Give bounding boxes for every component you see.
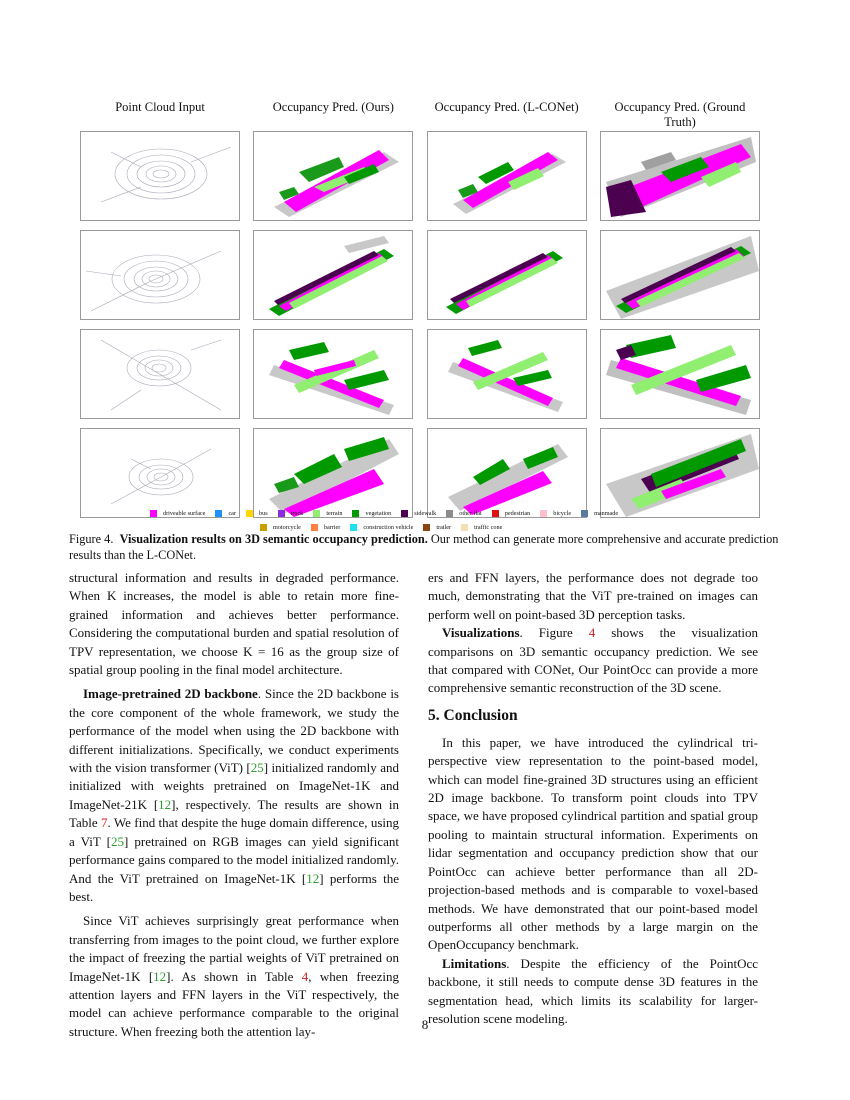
legend-item xyxy=(540,510,571,517)
paragraph: Limitations. Despite the efficiency of the PointOcc backbone, it still needs to compute dense 3D features in the segmentation head, which limits its scalability for larger-resolution scene modeling. xyxy=(428,955,758,1026)
legend-swatch xyxy=(540,510,547,517)
point-cloud-panel xyxy=(80,428,240,518)
legend-label: truck xyxy=(290,509,304,517)
ours-prediction-panel xyxy=(253,329,413,419)
legend-item xyxy=(446,510,482,517)
paragraph: Since ViT achieves surprisingly great performance when transferring from images to the point cloud, we further explore the impact of freezing the partial weights of ViT pretrained on ImageNet-1K [12]. As shown in Table 4, when freezing attention layers and FFN layers in the ViT respectively, the model can achieve performance comparable to the original structure. When freezing both the attention lay- xyxy=(69,913,399,1039)
lconet-prediction-panel xyxy=(427,230,587,320)
legend-item xyxy=(311,524,341,531)
legend-item xyxy=(581,510,618,517)
figure-caption xyxy=(69,531,781,563)
legend-label: bicycle xyxy=(553,509,572,517)
legend-label: terrain xyxy=(326,509,343,517)
caption-title: Visualization results on 3D semantic occupancy prediction. xyxy=(119,532,428,546)
page-number: 8 xyxy=(421,1017,429,1032)
column-header-ground-truth: Occupancy Pred. (Ground Truth) xyxy=(614,100,746,129)
legend-label: manmade xyxy=(594,509,619,517)
legend-item xyxy=(423,524,451,531)
paragraph-heading: Visualizations xyxy=(442,625,520,641)
citation-link[interactable]: 12 xyxy=(158,796,172,812)
legend-label: trailer xyxy=(436,523,452,531)
legend-item xyxy=(352,510,391,517)
paragraph: structural information and results in degraded performance. When K increases, the model is able to retain more fine-grained information and achieves better performance. Considering the computational burden and spatial resolution of TPV representation, we choose K = 16 as the group size of spatial group pooling in the final model architecture. xyxy=(69,570,399,678)
figure-row-1 xyxy=(80,131,760,221)
ours-prediction-panel xyxy=(253,428,413,518)
citation-link[interactable]: 12 xyxy=(153,968,167,984)
legend-item xyxy=(260,524,301,531)
ours-prediction-panel xyxy=(253,230,413,320)
point-cloud-panel xyxy=(80,131,240,221)
figure-column-headers xyxy=(80,100,760,130)
legend-label: traffic cone xyxy=(474,523,503,531)
legend-label: driveable surface xyxy=(163,509,206,517)
ground-truth-panel xyxy=(600,230,760,320)
legend-label: pedestrian xyxy=(504,509,531,517)
legend-item xyxy=(246,510,268,517)
legend-label: other flat xyxy=(459,509,482,517)
legend-item xyxy=(492,510,530,517)
legend-swatch xyxy=(446,510,453,517)
column-header-ours: Occupancy Pred. (Ours) xyxy=(272,100,394,114)
legend-label: barrier xyxy=(323,523,341,531)
legend-swatch xyxy=(352,510,359,517)
figure-image-grid xyxy=(80,131,760,527)
legend-swatch xyxy=(150,510,157,517)
legend-swatch xyxy=(313,510,320,517)
ground-truth-panel xyxy=(600,329,760,419)
legend-item xyxy=(313,510,342,517)
legend-label: motorcycle xyxy=(273,523,301,531)
point-cloud-panel xyxy=(80,230,240,320)
legend-item xyxy=(350,524,413,531)
paragraph-heading: Image-pretrained 2D backbone xyxy=(83,686,258,702)
point-cloud-panel xyxy=(80,329,240,419)
legend-label: construction vehicle xyxy=(363,523,414,531)
caption-label: Figure 4. xyxy=(69,532,114,546)
legend-row xyxy=(150,506,710,520)
paragraph: Visualizations. Figure 4 shows the visualization comparisons on 3D semantic occupancy prediction. We see that compared with CONet, Our PointOcc can provide a more comprehensive semantic reconstruction of the 3D scene. xyxy=(428,625,758,696)
citation-link[interactable]: 25 xyxy=(110,833,124,849)
table-reference-link[interactable]: 4 xyxy=(301,968,309,984)
lconet-prediction-panel xyxy=(427,428,587,518)
legend-item xyxy=(150,510,205,517)
legend-item xyxy=(461,524,502,531)
lconet-prediction-panel xyxy=(427,131,587,221)
lconet-prediction-panel xyxy=(427,329,587,419)
legend-label: car xyxy=(228,509,236,517)
legend-swatch xyxy=(215,510,222,517)
legend-swatch xyxy=(423,524,430,531)
ground-truth-panel xyxy=(600,131,760,221)
paragraph: Image-pretrained 2D backbone. Since the 2D backbone is the core component of the whole framework, we study the performance of the model when using the 2D backbone with different initializations. Specifically, we conduct experiments with the vision transformer (ViT) [25] initialized randomly and initialized with weights pretrained on ImageNet-1K and ImageNet-21K [12], respectively. The results are shown in Table 7. We find that despite the huge domain difference, using a ViT [25] pretrained on RGB images can yield significant performance gains compared to the model initialized randomly. And the ViT pretrained on ImageNet-1K [12] performs the best. xyxy=(69,686,400,904)
legend-swatch xyxy=(461,524,468,531)
legend-label: bus xyxy=(259,509,268,517)
paragraph-heading: Limitations xyxy=(442,955,507,971)
column-header-lconet: Occupancy Pred. (L-CONet) xyxy=(434,100,579,114)
caption-body: Our method can generate more comprehensive and accurate prediction results than the L-CONet. xyxy=(69,532,779,562)
legend-swatch xyxy=(401,510,408,517)
ours-prediction-panel xyxy=(253,131,413,221)
citation-link[interactable]: 12 xyxy=(306,870,320,886)
figure-row-3 xyxy=(80,329,760,419)
right-text-column xyxy=(428,569,758,1028)
figure-row-2 xyxy=(80,230,760,320)
table-reference-link[interactable]: 7 xyxy=(101,815,108,831)
figure-legend xyxy=(150,506,710,534)
section-heading: 5. Conclusion xyxy=(428,706,518,724)
legend-label: sidewalk xyxy=(414,509,437,517)
legend-swatch xyxy=(581,510,588,517)
figure-row-4 xyxy=(80,428,760,518)
legend-item xyxy=(215,510,236,517)
left-text-column xyxy=(69,569,399,1041)
legend-item xyxy=(278,510,304,517)
paragraph: In this paper, we have introduced the cylindrical tri-perspective view representation to the point-based model, which can model fine-grained 3D structures using an efficient 2D image backbone. To transform point clouds into TPV space, we have proposed cylindrical partition and spatial group pooling to maintain structural information. Experiments on lidar segmentation and occupancy prediction show that our PointOcc can achieve better performance than all 2D-projection-based methods and is comparable to voxel-based methods. We have demonstrated that our point-based model outperforms all other methods by a large margin on the OpenOccupancy benchmark. xyxy=(428,734,758,953)
legend-label: vegetation xyxy=(365,509,392,517)
legend-swatch xyxy=(492,510,499,517)
ground-truth-panel xyxy=(600,428,760,518)
legend-item xyxy=(401,510,436,517)
legend-swatch xyxy=(311,524,318,531)
figure-reference-link[interactable]: 4 xyxy=(588,625,596,641)
citation-link[interactable]: 25 xyxy=(250,760,264,776)
paragraph: ers and FFN layers, the performance does not degrade too much, demonstrating that the ViT pre-trained on images can perform well on point-based 3D perception tasks. xyxy=(428,570,758,622)
legend-swatch xyxy=(260,524,267,531)
legend-swatch xyxy=(278,510,285,517)
legend-swatch xyxy=(246,510,253,517)
legend-swatch xyxy=(350,524,357,531)
column-header-input: Point Cloud Input xyxy=(115,100,205,114)
